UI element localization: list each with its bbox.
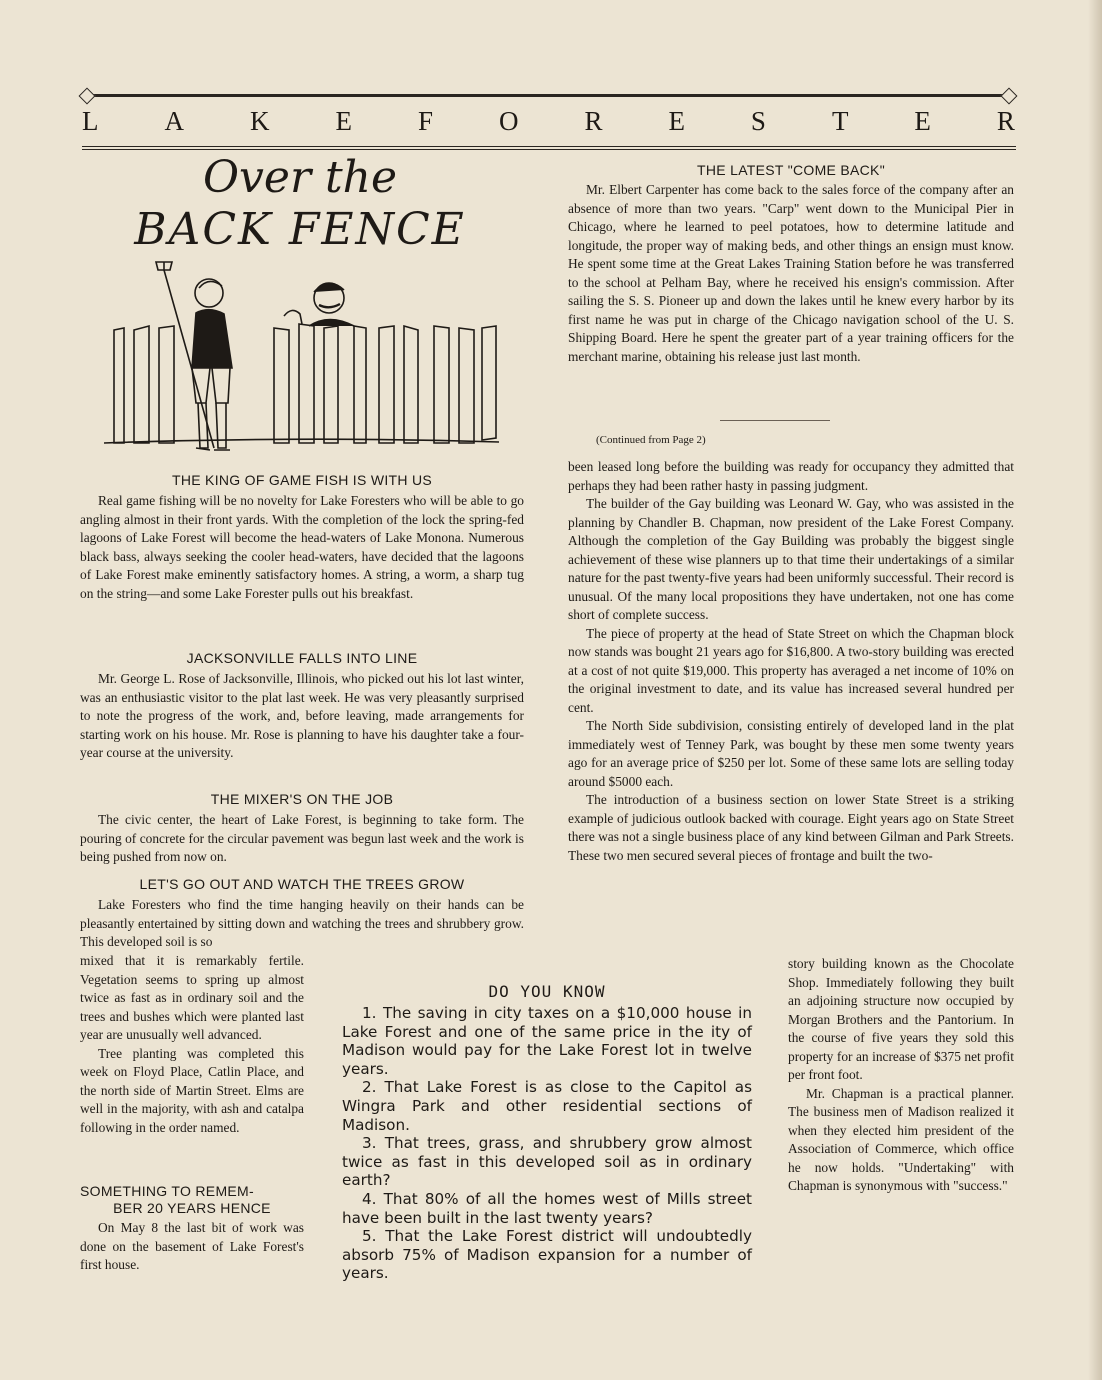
heading-trees: LET'S GO OUT AND WATCH THE TREES GROW [139,876,465,892]
body-mixer: The civic center, the heart of Lake Forest, is beginning to take form. The pouring of concrete for the circular pavement was begun last week and the work is being pushed from now on. [80,812,524,864]
masthead-letter: E [668,106,686,136]
title-over-the: Over the [202,152,398,203]
body-trees-narrow: mixed that it is remarkably fertile. Vegetation seems to spring up almost twice as fast as in ordinary soil and the trees and bushes which were planted last year are unusually well advanced. [80,953,304,1042]
do-you-know-item: 3. That trees, grass, and shrubbery grow almost twice as fast in this developed soil as in ordinary earth? [342,1134,752,1190]
masthead-letter: F [417,106,434,136]
continued-paragraph: The North Side subdivision, consisting entirely of developed land in the plat immediately west of Tenney Park, was bought by these men some twenty years ago for an average price of $250 per lot. Some of these same lots are selling today around $5000 each. [568,718,1014,789]
do-you-know-item: 2. That Lake Forest is as close to the Capitol as Wingra Park and other residential sections of Madison. [342,1078,752,1134]
do-you-know-item: 5. That the Lake Forest district will undoubtedly absorb 75% of Madison expansion for a number of years. [342,1227,752,1283]
heading-king-of-game-fish: THE KING OF GAME FISH IS WITH US [171,472,433,488]
masthead-letter: S [750,106,767,136]
body-king-of-game-fish: Real game fishing will be no novelty for Lake Foresters who will be able to go angling almost in their front yards. With the completion of the lock the spring-fed lagoons of Lake Forest will become the head-waters of Lake Monona. Numerous black bass, always seeking the cooler head-waters, have decided that the lagoons of Lake Forest make eminently satisfactory homes. A string, a worm, a sharp tug on the string—and some Lake Forester pulls out his breakfast. [80,493,524,601]
do-you-know-box [342,982,752,1283]
masthead-letter: O [498,106,520,136]
masthead-letter: E [335,106,353,136]
body-remember: On May 8 the last bit of work was done on the basement of Lake Forest's first house. [80,1220,304,1272]
masthead-letter: R [584,106,604,136]
body-trees-planting: Tree planting was completed this week on Floyd Place, Catlin Place, and the north side of Martin Street. Elms are well in the majority, with ash and catalpa following in the order named. [80,1045,304,1135]
article-trees [80,876,524,952]
article-trees-continued [80,952,304,1137]
do-you-know-item: 4. That 80% of all the homes west of Mills street have been built in the last twenty years? [342,1189,752,1227]
article-continued [568,422,1014,865]
continued-paragraph: been leased long before the building was ready for occupancy they admitted that perhaps they had been rather hasty in passing judgment. [568,459,1014,493]
masthead-letter: R [996,106,1016,136]
article-latest-come-back [568,162,1014,366]
illustration-back-fence [104,258,504,463]
article-king-of-game-fish [80,472,524,603]
ornament-right [1001,88,1018,105]
narrow-paragraph: Mr. Chapman is a practical planner. The business men of Madison realized it when they elected him president of the Association of Commerce, which office he now holds. "Undertaking" with Chapman is synonymous with "success." [788,1085,1014,1193]
article-mixer [80,791,524,867]
continued-from-label: (Continued from Page 2) [596,434,706,446]
ornament-left [79,88,96,105]
page-edge-shadow [1088,0,1102,1380]
masthead-letter: K [249,106,271,136]
continued-paragraph: The piece of property at the head of State Street on which the Chapman block now stands was bought 21 years ago for $16,800. A two-story building was erected at a cost of not quite $19,000. This property has averaged a net income of 10% on the original investment to date, and its value has increased several hundred per cent. [568,625,1014,715]
narrow-paragraph: story building known as the Chocolate Shop. Immediately following they built an adjoining structure now occupied by Morgan Brothers and the Pantorium. In the course of five years they sold this property for an increase of $375 net profit per front foot. [788,956,1014,1082]
body-trees-wide: Lake Foresters who find the time hanging heavily on their hands can be pleasantly entertained by sitting down and watching the trees and shrubbery grow. This developed soil is so [80,897,524,949]
masthead-top-rule [86,94,1014,97]
article-remember [80,1183,304,1275]
heading-remember-line2: BER 20 YEARS HENCE [113,1200,271,1216]
heading-mixer: THE MIXER'S ON THE JOB [210,791,394,807]
article-jacksonville [80,650,524,763]
body-latest-come-back: Mr. Elbert Carpenter has come back to the sales force of the company after an absence of more than two years. "Carp" went down to the Municipal Pier in Chicago, where he learned to peel potatoes, how to determine latitude and longitude, the proper way of making beds, and other things an ensign must know. He spent some time at the Great Lakes Training Station before he was transferred to the school at Pelham Bay, where he received his ensign's commission. After sailing the S. S. Pioneer up and down the lakes until he knew every harbor by its first name he was put in charge of the Chicago navigation school of the U. S. Shipping Board. Here he spent the greater part of a year training officers for the merchant marine, obtaining his release just last month. [568,182,1014,364]
masthead-letter: A [164,106,185,136]
title-back-fence: BACK FENCE [134,204,466,255]
masthead-title [82,106,1016,137]
continued-divider [720,420,830,421]
heading-jacksonville: JACKSONVILLE FALLS INTO LINE [186,650,418,666]
heading-remember-line1: SOMETHING TO REMEM- [80,1183,254,1199]
heading-latest-come-back: THE LATEST "COME BACK" [697,162,885,178]
body-jacksonville: Mr. George L. Rose of Jacksonville, Illinois, who picked out his lot last winter, was an enthusiastic visitor to the plat last week. He was very pleasantly surprised to note the progress of the work, and, before leaving, made arrangements for starting work on his house. Mr. Rose is planning to have his daughter take a four-year course at the university. [80,671,524,760]
article-continued-narrow [788,955,1014,1196]
continued-paragraph: The builder of the Gay building was Leonard W. Gay, who was assisted in the planning by Chandler B. Chapman, now president of the Lake Forest Company. Although the completion of the Gay Building was probably the biggest single achievement of these wise planners up to that time their undertakings of a similar nature for the past twenty-five years had been uniformly successful. Their record is unusual. Of the many local propositions they have undertaken, not one has come short of complete success. [568,496,1014,622]
continued-paragraph: The introduction of a business section on lower State Street is a striking example of judicious outlook backed with courage. Eight years ago on State Street there was not a single business place of any kind between Gilman and Park Streets. These two men secured several pieces of frontage and built the two- [568,792,1014,863]
masthead-letter: T [831,106,850,136]
do-you-know-item: 1. The saving in city taxes on a $10,000 house in Lake Forest and one of the same price in the ity of Madison would pay for the Lake Forest lot in twelve years. [342,1004,752,1078]
do-you-know-heading: DO YOU KNOW [488,982,606,1001]
masthead-bottom-rule [82,146,1016,150]
masthead-letter: E [914,106,932,136]
masthead-letter: L [82,106,100,136]
